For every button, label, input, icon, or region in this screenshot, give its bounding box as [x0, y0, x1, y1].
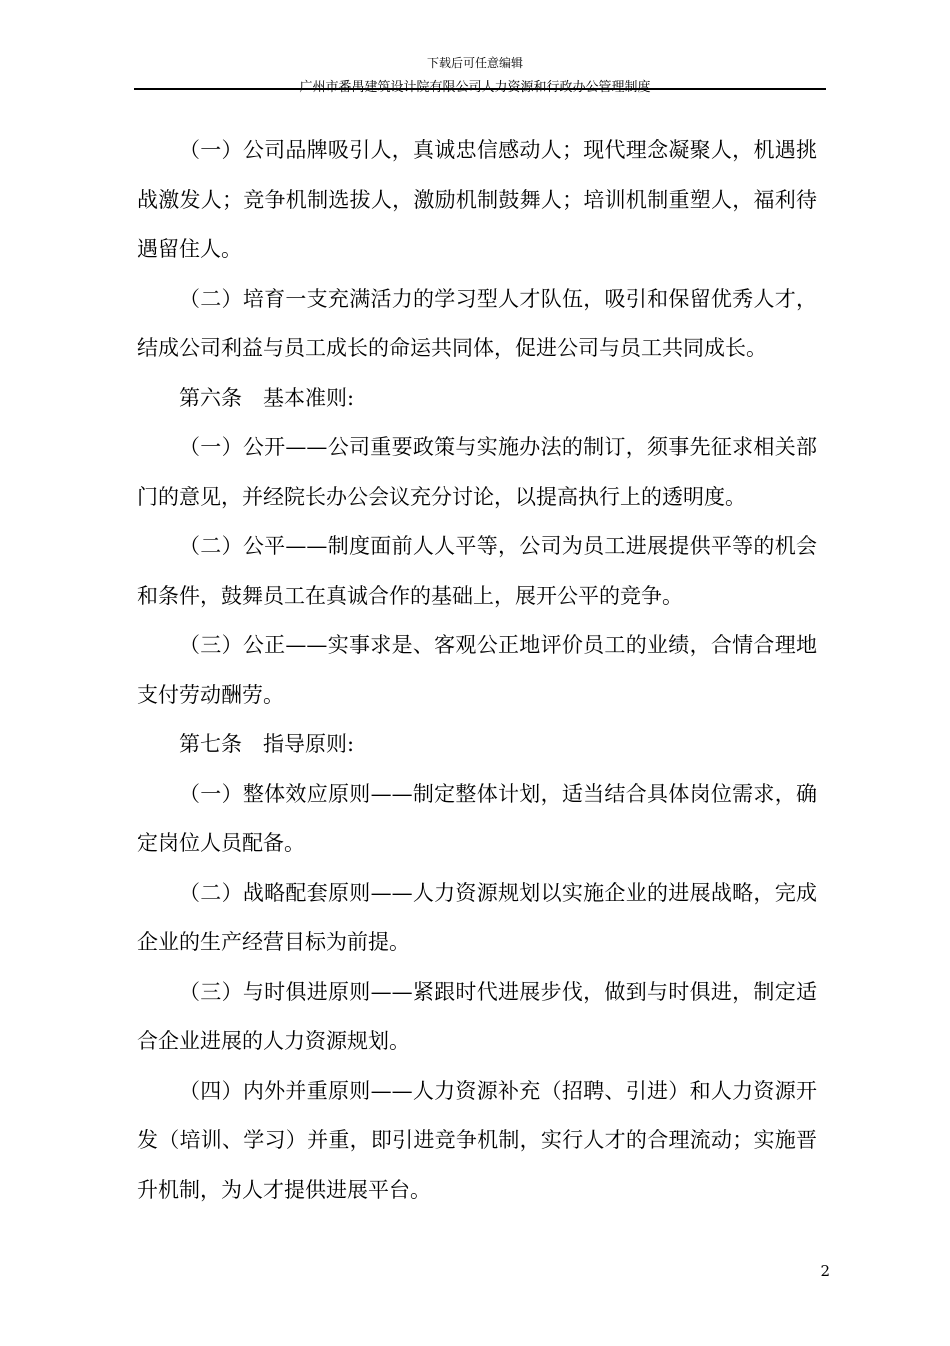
section-heading: 第六条 基本准则: — [179, 385, 355, 410]
header-note: 下载后可任意编辑 — [426, 56, 523, 70]
paragraph: （一）公司品牌吸引人，真诚忠信感动人；现代理念凝聚人，机遇挑战激发人；竞争机制选拔人，激励机制鼓舞人；培训机制重塑人，福利待遇留住人。 — [137, 138, 817, 261]
paragraph: （二）战略配套原则——人力资源规划以实施企业的进展战略，完成企业的生产经营目标为前提。 — [137, 880, 817, 954]
paragraph: （二）公平——制度面前人人平等，公司为员工进展提供平等的机会和条件，鼓舞员工在真诚合作的基础上，展开公平的竞争。 — [137, 534, 817, 608]
paragraph: （三）与时俱进原则——紧跟时代进展步伐，做到与时俱进，制定适合企业进展的人力资源规划。 — [137, 979, 817, 1053]
paragraph: （一）整体效应原则——制定整体计划，适当结合具体岗位需求，确定岗位人员配备。 — [137, 781, 817, 855]
document-body — [137, 126, 817, 1215]
paragraph: （三）公正——实事求是、客观公正地评价员工的业绩，合情合理地支付劳动酬劳。 — [137, 633, 817, 707]
paragraph: （四）内外并重原则——人力资源补充（招聘、引进）和人力资源开发（培训、学习）并重，即引进竞争机制，实行人才的合理流动；实施晋升机制，为人才提供进展平台。 — [137, 1078, 817, 1202]
section-heading: 第七条 指导原则: — [179, 732, 355, 756]
page-number: 2 — [820, 1262, 830, 1280]
header-divider — [134, 88, 826, 90]
paragraph: （一）公开——公司重要政策与实施办法的制订，须事先征求相关部门的意见，并经院长办公会议充分讨论，以提高执行上的透明度。 — [137, 435, 817, 509]
document-title: 广州市番禺建筑设计院有限公司人力资源和行政办公管理制度 — [299, 80, 651, 95]
paragraph: （二）培育一支充满活力的学习型人才队伍，吸引和保留优秀人才，结成公司利益与员工成长的命运共同体，促进公司与员工共同成长。 — [137, 286, 817, 360]
